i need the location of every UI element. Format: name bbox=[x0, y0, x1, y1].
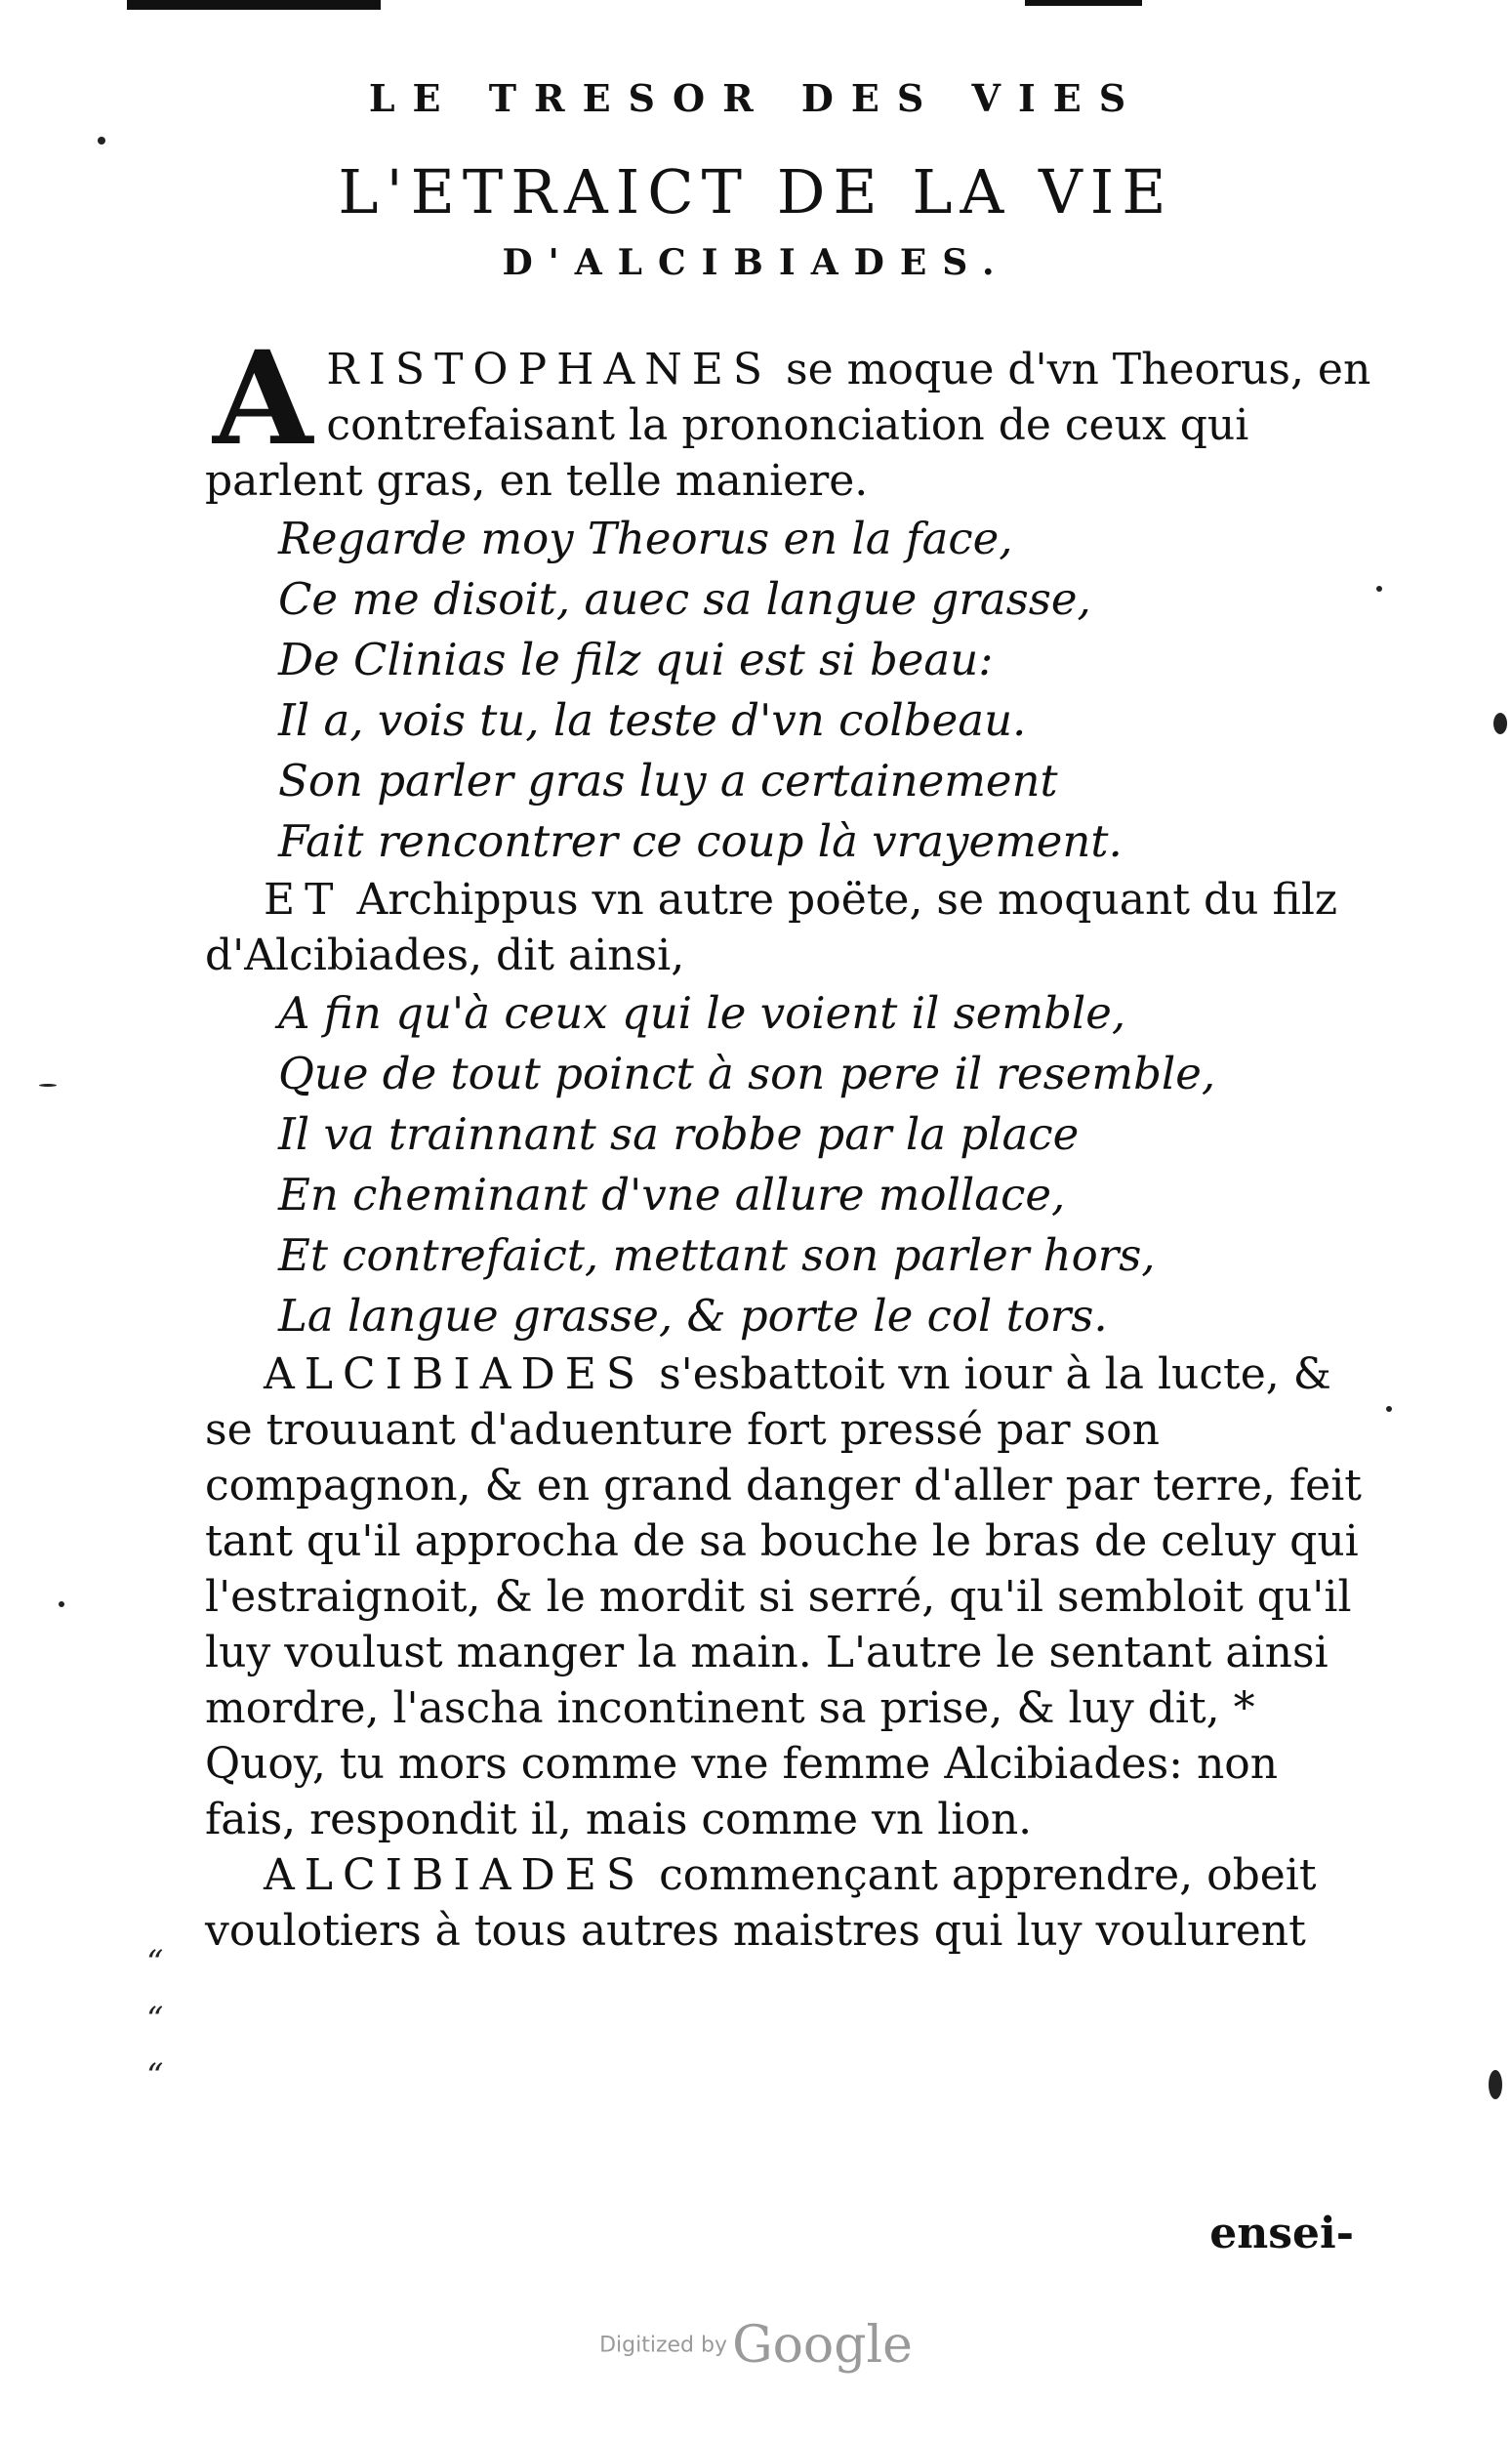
verse-block-1 bbox=[278, 509, 1376, 872]
scan-speck bbox=[1376, 586, 1382, 592]
marginal-quote-mark: “ bbox=[146, 2000, 164, 2039]
page-title: L'ETRAICT DE LA VIE bbox=[338, 156, 1174, 228]
scan-speck bbox=[39, 1084, 57, 1087]
scan-speck bbox=[1493, 713, 1507, 734]
verse-line: Regarde moy Theorus en la face, bbox=[278, 513, 1013, 564]
page-edge-ink bbox=[1025, 0, 1142, 6]
smallcaps-word: ALCIBIADES bbox=[264, 1349, 646, 1399]
scan-speck bbox=[59, 1601, 64, 1607]
smallcaps-word: ALCIBIADES bbox=[264, 1850, 646, 1900]
verse-line: De Clinias le filz qui est si beau: bbox=[278, 634, 994, 685]
smallcaps-word: ET bbox=[264, 875, 344, 925]
text-body bbox=[205, 323, 1376, 1959]
marginal-quote-mark: “ bbox=[146, 1943, 164, 1982]
paragraph-3 bbox=[205, 1346, 1376, 1847]
page-subtitle: D'ALCIBIADES. bbox=[502, 242, 1010, 283]
catchword: ensei- bbox=[1209, 2209, 1354, 2258]
verse-line: Et contrefaict, mettant son parler hors, bbox=[278, 1229, 1156, 1281]
paragraph-1 bbox=[205, 323, 1376, 509]
verse-line: La langue grasse, & porte le col tors. bbox=[278, 1290, 1108, 1342]
verse-line: A fin qu'à ceux qui le voient il semble, bbox=[278, 987, 1126, 1039]
verse-block-2 bbox=[278, 983, 1376, 1346]
verse-line: Que de tout poinct à son pere il resemble, bbox=[278, 1048, 1216, 1099]
page-edge-ink bbox=[127, 0, 381, 10]
verse-line: Fait rencontrer ce coup là vrayement. bbox=[278, 815, 1123, 867]
drop-cap: A bbox=[213, 323, 313, 475]
paragraph-4 bbox=[205, 1847, 1376, 1959]
verse-line: Ce me disoit, auec sa langue grasse, bbox=[278, 573, 1091, 625]
google-logo: Google bbox=[732, 2316, 913, 2375]
verse-line: En cheminant d'vne allure mollace, bbox=[278, 1169, 1066, 1220]
watermark-prefix: Digitized by bbox=[599, 2333, 727, 2358]
verse-line: Il a, vois tu, la teste d'vn colbeau. bbox=[278, 694, 1027, 746]
paragraph-text: Archippus vn autre poëte, se moquant du filz d'Alcibiades, dit ainsi, bbox=[205, 875, 1338, 980]
digitized-watermark bbox=[0, 2316, 1512, 2375]
paragraph-text: commençant apprendre, obeit voulotiers à tous autres maistres qui luy voulurent bbox=[205, 1850, 1317, 1956]
paragraph-text: se moque d'vn Theorus, en contrefaisant la prononciation de ceux qui parlent gras, en telle maniere. bbox=[205, 345, 1371, 506]
scan-speck bbox=[1489, 2070, 1502, 2099]
running-head: LE TRESOR DES VIES bbox=[368, 76, 1144, 120]
scan-speck bbox=[1386, 1406, 1392, 1412]
smallcaps-word: RISTOPHANES bbox=[326, 345, 773, 394]
marginal-quote-mark: “ bbox=[146, 2056, 164, 2095]
verse-line: Son parler gras luy a certainement bbox=[278, 755, 1058, 807]
verse-line: Il va trainnant sa robbe par la place bbox=[278, 1108, 1080, 1160]
paragraph-2 bbox=[205, 872, 1376, 983]
scan-speck bbox=[98, 137, 105, 145]
paragraph-text: s'esbattoit vn iour à la lucte, & se trouuant d'aduenture fort pressé par son compagnon, & en grand danger d'aller par terre, feit tant qu'il approcha de sa bouche le bras de celuy qui l'estraignoit, & le mordit si serré, qu'il sembloit qu'il luy voulust manger la main. L'autre le sentant ainsi mordre, l'ascha incontinent sa prise, & luy dit, * Quoy, tu mors comme vne femme Alcibiades: non fais, respondit il, mais comme vn lion. bbox=[205, 1349, 1362, 1844]
